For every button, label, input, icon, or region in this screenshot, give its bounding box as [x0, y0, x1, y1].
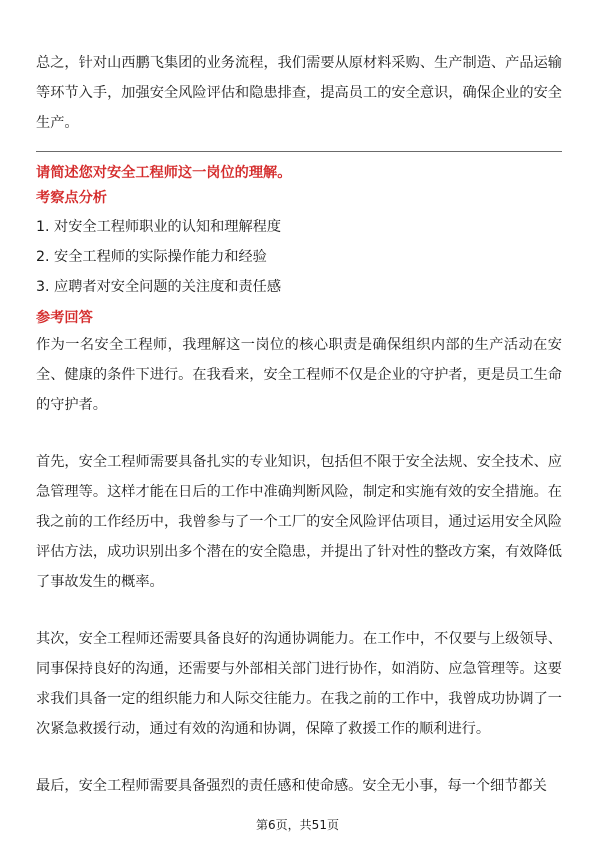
intro-paragraph: 总之，针对山西鹏飞集团的业务流程，我们需要从原材料采购、生产制造、产品运输等环节入手，加强安全风险评估和隐患排查，提高员工的安全意识，确保企业的安全生产。	[36, 55, 562, 131]
page-number-label: 第6页，共51页	[256, 818, 339, 832]
paragraph-gap	[36, 744, 562, 771]
interview-question: 请简述您对安全工程师这一岗位的理解。	[36, 165, 292, 181]
analysis-point: 1. 对安全工程师职业的认知和理解程度	[36, 219, 282, 235]
page-footer	[0, 816, 595, 833]
page-content	[36, 48, 562, 801]
paragraph-gap	[36, 597, 562, 624]
answer-paragraph: 其次，安全工程师还需要具备良好的沟通协调能力。在工作中，不仅要与上级领导、同事保持良好的沟通，还需要与外部相关部门进行协作，如消防、应急管理等。这要求我们具备一定的组织能力和人际交往能力。在我之前的工作中，我曾成功协调了一次紧急救援行动，通过有效的沟通和协调，保障了救援工作的顺利进行。	[36, 631, 562, 737]
answer-paragraph: 最后，安全工程师需要具备强烈的责任感和使命感。安全无小事，每一个细节都关	[36, 778, 547, 794]
paragraph-gap	[36, 420, 562, 447]
analysis-heading: 考察点分析	[36, 190, 107, 206]
analysis-point: 3. 应聘者对安全问题的关注度和责任感	[36, 279, 282, 295]
analysis-points-list	[36, 212, 562, 302]
section-divider	[36, 151, 562, 152]
answer-paragraph: 首先，安全工程师需要具备扎实的专业知识，包括但不限于安全法规、安全技术、应急管理等。这样才能在日后的工作中准确判断风险，制定和实施有效的安全措施。在我之前的工作经历中，我曾参与了一个工厂的安全风险评估项目，通过运用安全风险评估方法，成功识别出多个潜在的安全隐患，并提出了针对性的整改方案，有效降低了事故发生的概率。	[36, 454, 562, 590]
analysis-point: 2. 安全工程师的实际操作能力和经验	[36, 249, 267, 265]
answer-paragraph: 作为一名安全工程师，我理解这一岗位的核心职责是确保组织内部的生产活动在安全、健康的条件下进行。在我看来，安全工程师不仅是企业的守护者，更是员工生命的守护者。	[36, 337, 562, 413]
answer-heading: 参考回答	[36, 310, 93, 326]
